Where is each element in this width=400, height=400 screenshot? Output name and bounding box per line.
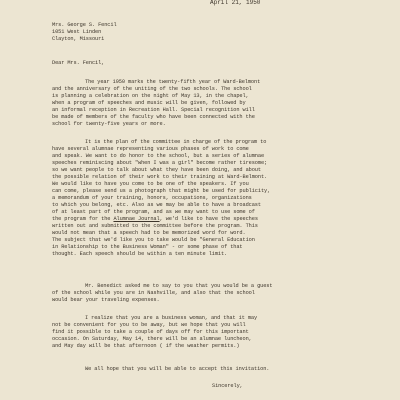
paragraph-2-line: a memorandum of your training, honors, occupations, organizations <box>52 195 252 201</box>
paragraph-3-line: of the school while you are in Nashville, and also that the school <box>52 290 255 296</box>
paragraph-2-line: thought. Each speech should be within a ten minute limit. <box>52 251 228 257</box>
paragraph-2-line: of at least part of the program, and as we may want to use some of <box>52 209 255 215</box>
paragraph-2-line: speeches reminiscing about "when I was a girl" become rather tiresome; <box>52 160 268 166</box>
recipient-city: Clayton, Missouri <box>52 36 105 42</box>
valediction: Sincerely, <box>212 383 243 389</box>
paragraph-4-line: not be convenient for you to be away, but we hope that you will <box>52 322 246 328</box>
paragraph-3-line: Mr. Benedict asked me to say to you that you would be a guest <box>85 283 273 289</box>
paragraph-4-line: I realize that you are a business woman, and that it may <box>85 315 258 321</box>
paragraph-1-line: school for twenty-five years or more. <box>52 121 166 127</box>
paragraph-4-line: find it possible to take a couple of days off for this important <box>52 329 249 335</box>
paragraph-2-line: have several alumnae representing various phases of work to come <box>52 146 249 152</box>
recipient-name: Mrs. George S. Fencil <box>52 22 117 28</box>
paragraph-2-line: We would like to have you come to be one of the speakers. If you <box>52 181 249 187</box>
paragraph-2-line: to which you belong, etc. Also as we may be able to have a broadcast <box>52 202 261 208</box>
paragraph-1-line: and the anniversary of the uniting of the two schools. The school <box>52 86 252 92</box>
paragraph-1-line: is planning a celebration on the night of May 13, in the chapel, <box>52 93 249 99</box>
paragraph-2-line: in Relationship to the Business Woman" - or some phase of that <box>52 244 243 250</box>
paragraph-1-line: when a program of speeches and music will be given, followed by <box>52 100 246 106</box>
paragraph-4-line: and May day will be that afternoon ( if the weather permits.) <box>52 343 240 349</box>
paragraph-2-line: can come, please send us a photograph that might be used for publicity, <box>52 188 271 194</box>
alumnae-journal-title: Alumnae Journal <box>113 216 160 222</box>
paragraph-2-line: The subject that we'd like you to take would be "General Education <box>52 237 255 243</box>
closing-line: We all hope that you will be able to accept this invitation. <box>85 366 270 372</box>
paragraph-2-line: and speak. We want to do honor to the school, but a series of alumnae <box>52 153 265 159</box>
paragraph-2-line: written out and submitted to the committee before the program. This <box>52 223 258 229</box>
paragraph-2-line: the program for the Alumnae Journal, we'd like to have the speeches <box>52 216 258 222</box>
salutation: Dear Mrs. Fencil, <box>52 60 105 66</box>
paragraph-1-line: The year 1950 marks the twenty-fifth year of Ward-Belmont <box>85 79 261 85</box>
paragraph-2-line: the possible relation of their work to their training at Ward-Belmont. <box>52 174 268 180</box>
paragraph-4-line: occasion. On Saturday, May 14, there will be an alumnae luncheon, <box>52 336 252 342</box>
recipient-street: 1051 West Linden <box>52 29 102 35</box>
paragraph-2-line: so we want people to talk about what they have been doing, and about <box>52 167 261 173</box>
paragraph-1-line: an informal reception in Recreation Hall. Special recognition will <box>52 107 255 113</box>
paragraph-2-line: It is the plan of the committee in charge of the program to <box>85 139 267 145</box>
letter-date: April 21, 1950 <box>210 0 261 6</box>
paragraph-1-line: be made of members of the faculty who have been connected with the <box>52 114 255 120</box>
paragraph-2-line: would not mean that a speech had to be memorized word for word. <box>52 230 246 236</box>
paragraph-3-line: would bear your traveling expenses. <box>52 297 160 303</box>
